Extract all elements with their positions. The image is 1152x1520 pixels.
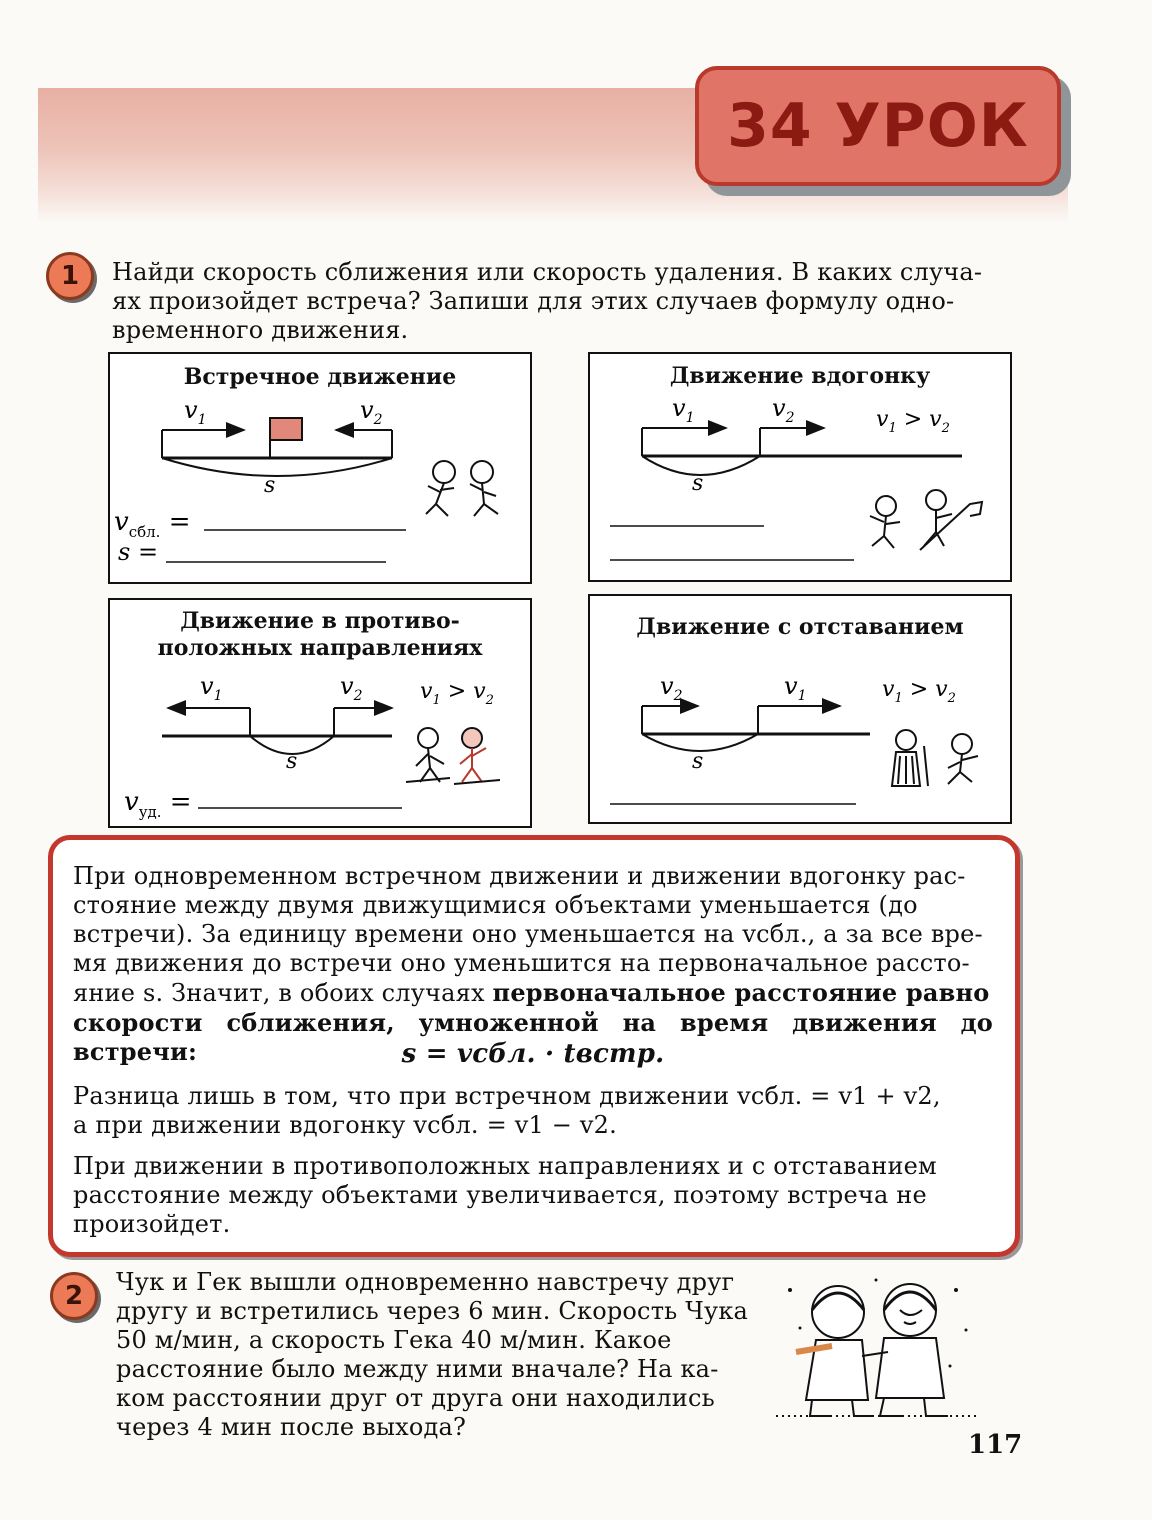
rule-bold-text: первоначальное расстояние равно [492,978,990,1007]
rule-line: встречи). За единицу времени оно уменьшается на vсбл., а за все вре- [73,920,983,948]
distance-label: s [264,473,276,498]
panel-catchup-motion [588,352,1012,582]
condition-label: $v_1 > v_2$ [420,679,494,708]
rule-line: а при движении вдогонку vсбл. = v1 − v2. [73,1111,617,1139]
rule-line: стояние между двумя движущимися объектами уменьшается (до [73,891,918,919]
old-man-and-boy-icon [892,730,978,786]
panel-catchup-title: Движение вдогонку [669,363,931,389]
distance-label: s [692,749,704,774]
svg-text:v2: $v_2$ [340,672,363,704]
svg-text:v1: $v_1$ [184,396,207,428]
rule-formula: s = vсбл. · tвстр. [401,1039,665,1069]
panel-opposite-motion [108,598,532,828]
svg-text:v2: $v_2$ [772,394,795,426]
svg-text:v1: $v_1$ [200,672,223,704]
task-2-line: 50 м/мин, а скорость Гека 40 м/мин. Какое [116,1326,672,1354]
rule-line: Разница лишь в том, что при встречном движении vсбл. = v1 + v2, [73,1082,941,1110]
opposite-diagram [110,600,530,826]
svg-text:vуд. =: $v_{уд.}$ = [124,787,192,821]
rule-line [73,978,993,1008]
task-2-line: Чук и Гек вышли одновременно навстречу друг [116,1268,735,1296]
svg-text:v1: $v_1$ [784,672,807,704]
panel-oncoming-motion [108,352,532,584]
rule-line: мя движения до встречи оно уменьшится на первоначальное рассто- [73,949,970,977]
svg-text:v1: $v_1$ [672,394,695,426]
rule-paragraph-2 [73,1082,993,1140]
distance-label: s [286,749,298,774]
panel-lagging-motion [588,594,1012,824]
task-1-line-3: временного движения. [112,316,409,344]
task-1-text [112,258,1008,345]
meeting-flag [270,418,302,440]
panel-opposite-title-line-2: положных направлениях [157,635,483,661]
rule-line: При движении в противоположных направлениях и с отставанием [73,1152,937,1180]
task-1-line-2: ях произойдет встреча? Запиши для этих случаев формулу одно- [112,287,955,315]
task-2-text [116,1268,756,1442]
chuk-and-gek-illustration [776,1270,976,1420]
task-2-line: расстояние было между ними вначале? На ка- [116,1355,719,1383]
condition-label: $v_1 > v_2$ [876,407,950,436]
svg-text:s =: s = [118,538,159,566]
svg-text:v2: $v_2$ [360,396,383,428]
rule-line: При одновременном встречном движении и движении вдогонку рас- [73,862,966,890]
rule-line: произойдет. [73,1210,231,1238]
rule-box [48,835,1020,1257]
oncoming-diagram [110,354,530,582]
condition-label: $v_1 > v_2$ [882,677,956,706]
page-number: 117 [968,1430,1023,1460]
running-boys-icon [426,461,498,516]
catchup-diagram [590,354,1010,580]
svg-text:v2: $v_2$ [660,672,683,704]
rule-bold-line: скорости сближения, умноженной на время движения до встречи: [73,1008,993,1066]
task-number-2: 2 [50,1272,98,1320]
lagging-diagram [590,596,1010,822]
panel-oncoming-title: Встречное движение [183,364,457,390]
rule-text: яние s. Значит, в обоих случаях [73,979,493,1007]
skiers-icon [406,728,500,784]
task-2-line: через 4 мин после выхода? [116,1413,467,1441]
distance-label: s [692,471,704,496]
boy-and-hobbyhorse-icon [870,490,982,550]
task-2-line: ком расстоянии друг от друга они находились [116,1384,715,1412]
rule-line: расстояние между объектами увеличивается, поэтому встреча не [73,1181,927,1209]
panel-lagging-title: Движение с отставанием [636,614,964,640]
lesson-title-badge: 34 УРОК [695,66,1061,186]
task-1-line-1: Найди скорость сближения или скорость удаления. В каких случа- [112,258,983,286]
rule-paragraph-3 [73,1152,993,1239]
task-number-1: 1 [46,252,94,300]
panel-opposite-title-line-1: Движение в противо- [180,608,460,634]
rule-paragraph-1 [73,862,993,1066]
task-2-line: другу и встретились через 6 мин. Скорость Чука [116,1297,749,1325]
svg-text:vсбл. =: $v_{сбл.}$ = [114,507,191,541]
distance-arc [162,458,392,476]
